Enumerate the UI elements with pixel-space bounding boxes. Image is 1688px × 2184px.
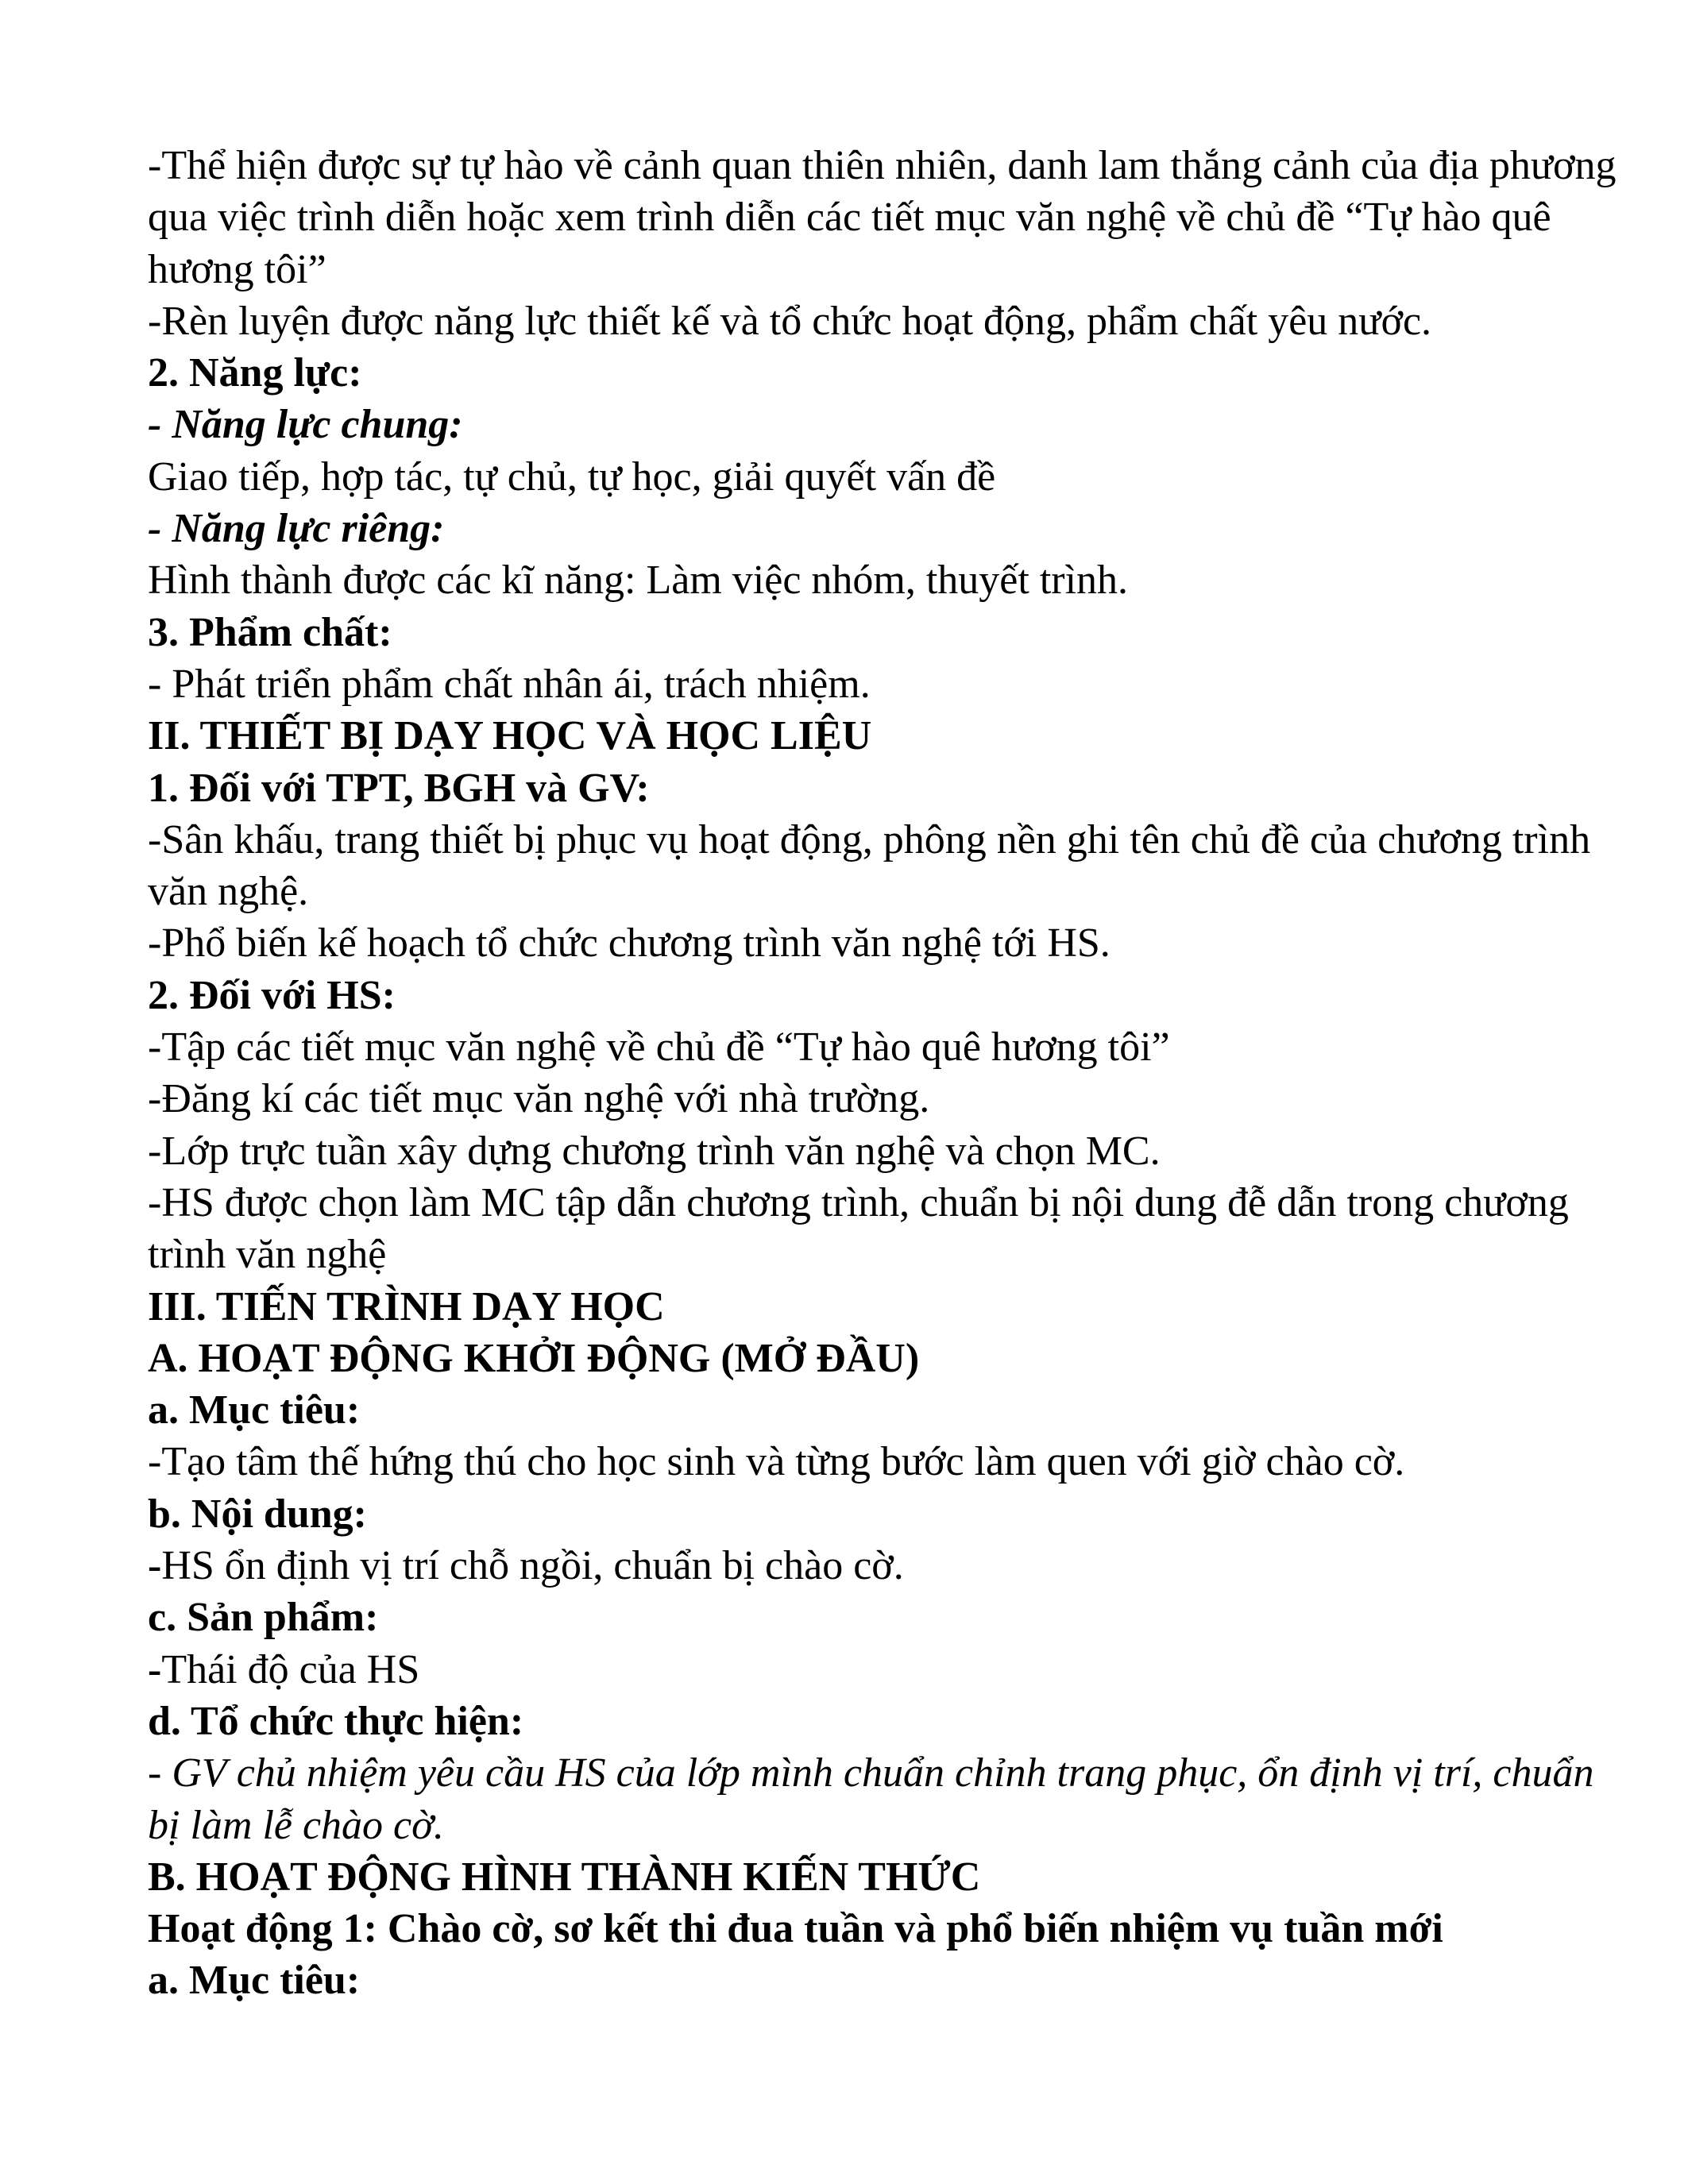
heading-line: III. TIẾN TRÌNH DẠY HỌC xyxy=(148,1283,665,1329)
document-body xyxy=(148,140,1617,2007)
text-line: trình văn nghệ xyxy=(148,1232,387,1278)
text-line: -Rèn luyện được năng lực thiết kế và tổ chức hoạt động, phẩm chất yêu nước. xyxy=(148,298,1432,344)
text-line: -Tạo tâm thế hứng thú cho học sinh và từng bước làm quen với giờ chào cờ. xyxy=(148,1439,1405,1485)
heading-line: d. Tổ chức thực hiện: xyxy=(148,1698,524,1744)
text-line xyxy=(148,1644,1540,1696)
heading-line: 1. Đối với TPT, BGH và GV: xyxy=(148,765,650,811)
text-line: -HS được chọn làm MC tập dẫn chương trình, chuẩn bị nội dung đễ dẫn trong chương xyxy=(148,1179,1569,1225)
text-line: hương tôi” xyxy=(148,246,326,292)
text-line: -Phổ biến kế hoạch tổ chức chương trình văn nghệ tới HS. xyxy=(148,920,1111,967)
heading-line: a. Mục tiêu: xyxy=(148,1958,361,2004)
bold-dash: - xyxy=(148,1646,162,1692)
heading-line: - Năng lực riêng: xyxy=(148,506,445,552)
heading-line: A. HOẠT ĐỘNG KHỞI ĐỘNG (MỞ ĐẦU) xyxy=(148,1335,920,1381)
heading-line: 3. Phẩm chất: xyxy=(148,609,392,655)
text-line: -Sân khấu, trang thiết bị phục vụ hoạt động, phông nền ghi tên chủ đề của chương trình xyxy=(148,816,1591,862)
text-line-content: HS ổn định vị trí chỗ ngồi, chuẩn bị chào cờ. xyxy=(161,1543,904,1589)
heading-line: Hoạt động 1: Chào cờ, sơ kết thi đua tuần và phổ biến nhiệm vụ tuần mới xyxy=(148,1906,1443,1952)
heading-line: b. Nội dung: xyxy=(148,1491,367,1537)
text-line: Hình thành được các kĩ năng: Làm việc nhóm, thuyết trình. xyxy=(148,558,1129,604)
text-line: bị làm lễ chào cờ. xyxy=(148,1802,444,1848)
text-line: -Lớp trực tuần xây dựng chương trình văn nghệ và chọn MC. xyxy=(148,1128,1161,1174)
heading-line: B. HOẠT ĐỘNG HÌNH THÀNH KIẾN THỨC xyxy=(148,1854,981,1900)
heading-line: II. THIẾT BỊ DẠY HỌC VÀ HỌC LIỆU xyxy=(148,713,872,759)
heading-line: - Năng lực chung: xyxy=(148,402,463,448)
text-line: -Thể hiện được sự tự hào về cảnh quan thiên nhiên, danh lam thắng cảnh của địa phương xyxy=(148,143,1617,188)
text-line: văn nghệ. xyxy=(148,869,309,915)
text-line: qua việc trình diễn hoặc xem trình diễn các tiết mục văn nghệ về chủ đề “Tự hào quê xyxy=(148,195,1551,241)
text-line: - Phát triển phẩm chất nhân ái, trách nhiệm. xyxy=(148,661,871,707)
text-line: -Tập các tiết mục văn nghệ về chủ đề “Tự hào quê hương tôi” xyxy=(148,1024,1170,1071)
heading-line: 2. Đối với HS: xyxy=(148,972,396,1018)
heading-line: a. Mục tiêu: xyxy=(148,1387,361,1433)
text-line: -Đăng kí các tiết mục văn nghệ với nhà trường. xyxy=(148,1076,930,1122)
text-line xyxy=(148,1540,1540,1592)
text-line-content: Thái độ của HS xyxy=(161,1646,420,1692)
bold-dash: - xyxy=(148,1543,162,1589)
text-line: - GV chủ nhiệm yêu cầu HS của lớp mình chuẩn chỉnh trang phục, ổn định vị trí, chuẩn xyxy=(148,1750,1594,1796)
heading-line: c. Sản phẩm: xyxy=(148,1595,379,1641)
heading-line: 2. Năng lực: xyxy=(148,350,362,396)
text-line: Giao tiếp, hợp tác, tự chủ, tự học, giải quyết vấn đề xyxy=(148,453,996,500)
